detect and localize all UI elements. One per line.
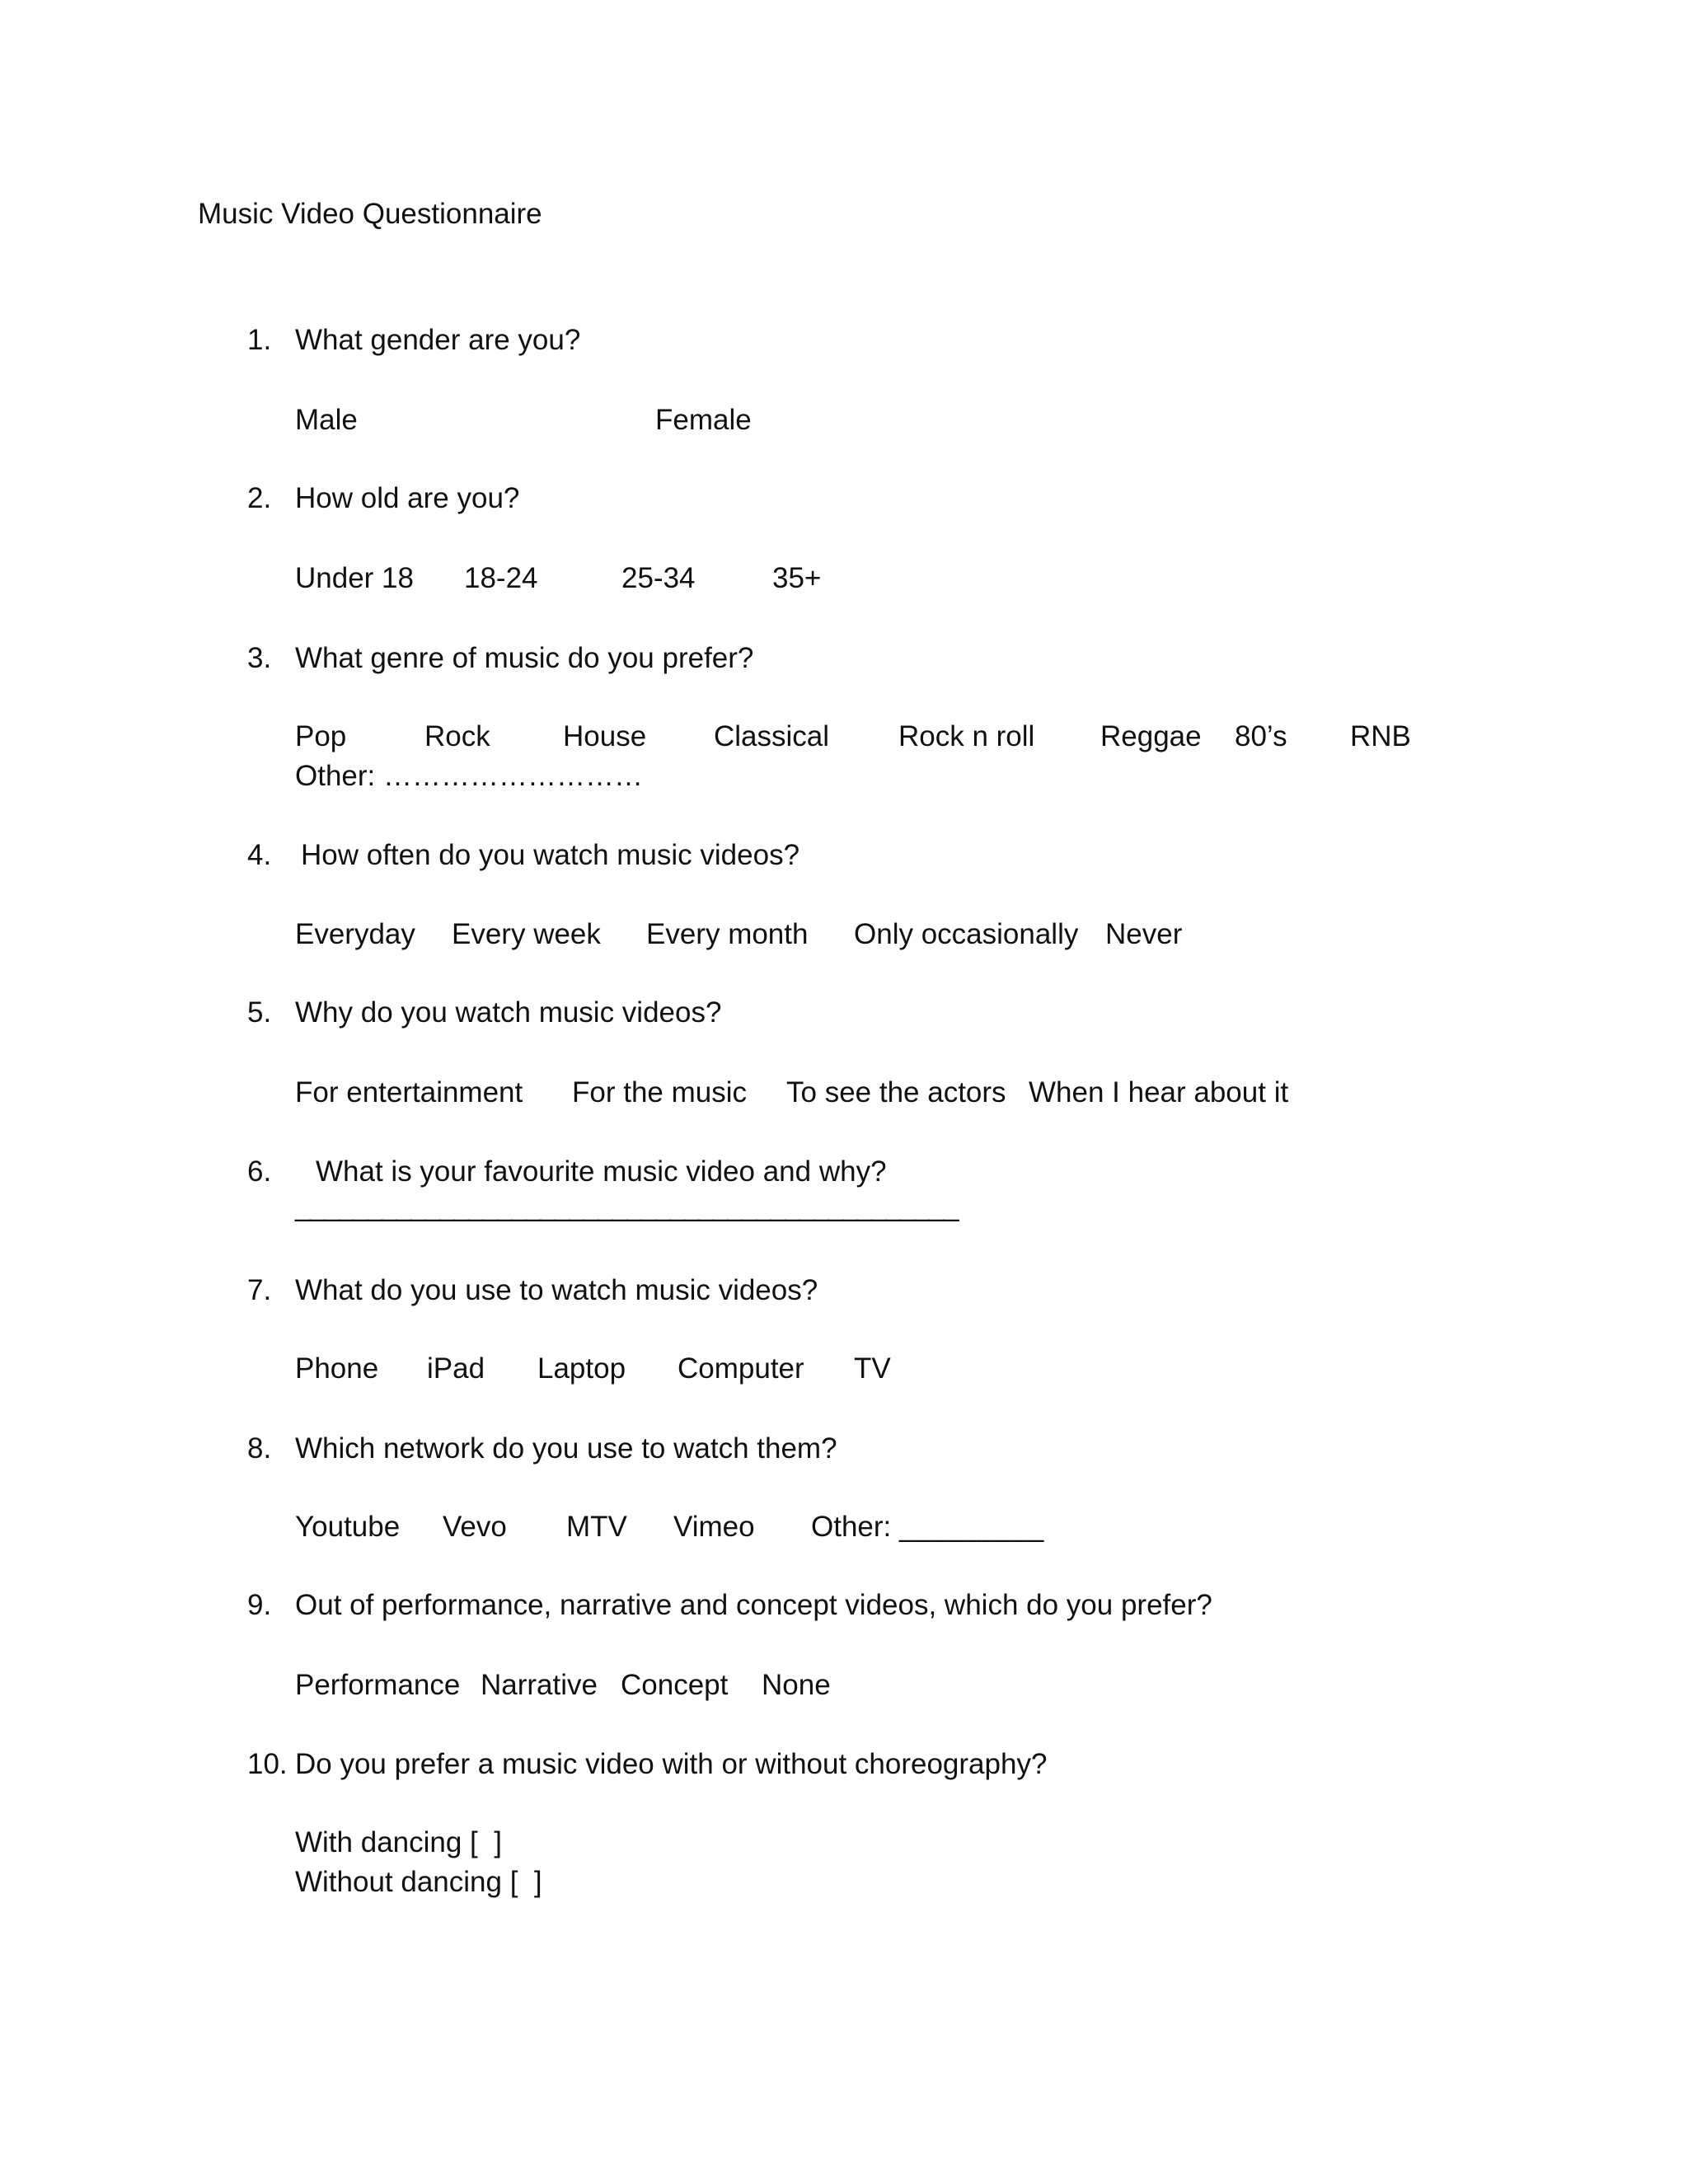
q8-option-vevo: Vevo — [443, 1511, 507, 1543]
question-7-number: 7. — [247, 1274, 272, 1306]
q9-option-performance: Performance — [295, 1669, 461, 1701]
question-7-text: What do you use to watch music videos? — [295, 1274, 818, 1306]
q4-option-everyday: Everyday — [295, 918, 415, 950]
question-2-text: How old are you? — [295, 482, 520, 514]
question-6-number: 6. — [247, 1155, 272, 1188]
q3-option-pop: Pop — [295, 720, 347, 752]
q5-option-for-the-music: For the music — [572, 1076, 747, 1108]
q3-option-classical: Classical — [714, 720, 830, 752]
question-2-number: 2. — [247, 482, 272, 514]
q2-option-35-plus: 35+ — [772, 562, 822, 594]
q5-option-for-entertainment: For entertainment — [295, 1076, 523, 1108]
q3-option-house: House — [563, 720, 647, 752]
question-4-number: 4. — [247, 839, 272, 871]
q1-option-male: Male — [295, 404, 358, 436]
q10-option-without-dancing: Without dancing [ ] — [295, 1866, 542, 1898]
q9-option-narrative: Narrative — [481, 1669, 598, 1701]
q4-option-every-month: Every month — [646, 918, 809, 950]
question-8-text: Which network do you use to watch them? — [295, 1432, 837, 1465]
q8-option-mtv: MTV — [566, 1511, 627, 1543]
q4-option-every-week: Every week — [452, 918, 601, 950]
q3-option-rock: Rock — [424, 720, 490, 752]
question-6-text: What is your favourite music video and why? — [316, 1155, 887, 1188]
q5-option-when-i-hear-about-it: When I hear about it — [1029, 1076, 1289, 1108]
q6-answer-line: ______________________________________________ — [295, 1190, 958, 1222]
question-5-text: Why do you watch music videos? — [295, 996, 722, 1029]
q1-option-female: Female — [655, 404, 752, 436]
q2-option-under-18: Under 18 — [295, 562, 414, 594]
q4-option-never: Never — [1105, 918, 1183, 950]
q3-option-80s: 80’s — [1235, 720, 1287, 752]
question-1-number: 1. — [247, 324, 272, 356]
question-10-text: Do you prefer a music video with or without choreography? — [295, 1748, 1048, 1780]
question-9-text: Out of performance, narrative and concept videos, which do you prefer? — [295, 1589, 1212, 1621]
q3-other-line: Other: ……………………… — [295, 760, 643, 792]
q7-option-phone: Phone — [295, 1352, 379, 1385]
question-9-number: 9. — [247, 1589, 272, 1621]
question-3-number: 3. — [247, 642, 272, 674]
question-4-text: How often do you watch music videos? — [301, 839, 800, 871]
q2-option-18-24: 18-24 — [464, 562, 538, 594]
q7-option-computer: Computer — [678, 1352, 804, 1385]
page-title: Music Video Questionnaire — [198, 198, 542, 230]
q5-option-to-see-the-actors: To see the actors — [786, 1076, 1006, 1108]
q7-option-laptop: Laptop — [537, 1352, 626, 1385]
q7-option-ipad: iPad — [427, 1352, 485, 1385]
q3-option-rnb: RNB — [1350, 720, 1411, 752]
q8-option-other: Other: _________ — [811, 1511, 1044, 1543]
question-1-text: What gender are you? — [295, 324, 581, 356]
q3-option-reggae: Reggae — [1100, 720, 1202, 752]
q9-option-none: None — [762, 1669, 831, 1701]
q8-option-youtube: Youtube — [295, 1511, 401, 1543]
q3-option-rock-n-roll: Rock n roll — [898, 720, 1035, 752]
question-10-number: 10. — [247, 1748, 288, 1780]
q4-option-only-occasionally: Only occasionally — [854, 918, 1079, 950]
q8-option-vimeo: Vimeo — [673, 1511, 755, 1543]
question-8-number: 8. — [247, 1432, 272, 1465]
q2-option-25-34: 25-34 — [621, 562, 696, 594]
q7-option-tv: TV — [854, 1352, 891, 1385]
q10-option-with-dancing: With dancing [ ] — [295, 1826, 502, 1858]
q9-option-concept: Concept — [621, 1669, 729, 1701]
question-3-text: What genre of music do you prefer? — [295, 642, 754, 674]
question-5-number: 5. — [247, 996, 272, 1029]
